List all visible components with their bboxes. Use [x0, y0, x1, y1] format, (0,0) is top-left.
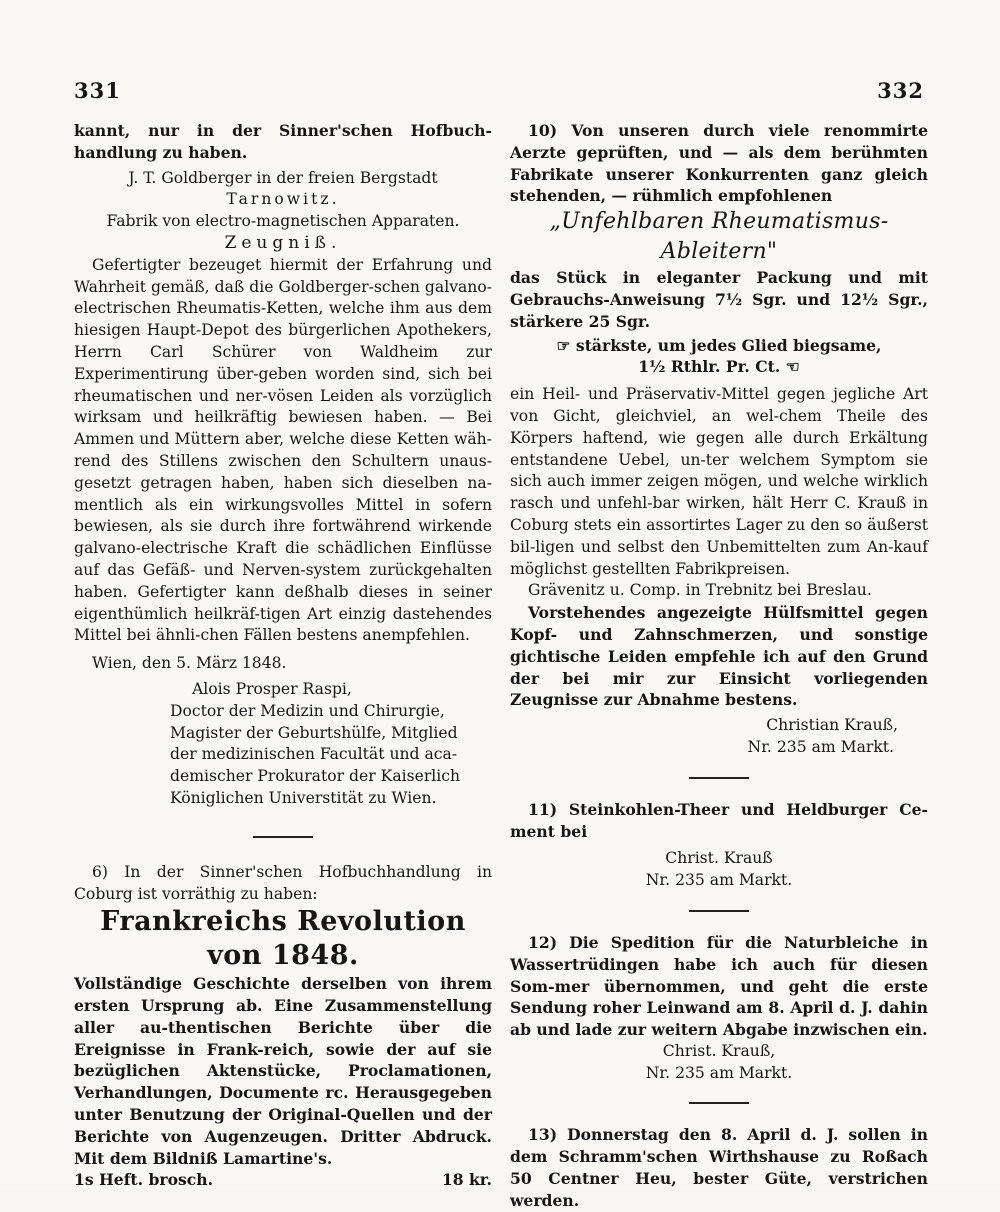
testimonial-heading: Zeugniß. — [224, 232, 342, 253]
section-divider — [253, 836, 313, 838]
section-divider — [689, 910, 749, 912]
item-6-intro: 6) In der Sinner'schen Hofbuchhandlung in Coburg ist vorräthig zu haben: — [74, 862, 492, 903]
left-column — [74, 120, 492, 1191]
item-11-signer: Christ. Krauß — [665, 849, 773, 868]
item-10-body: ein Heil- und Präservativ-Mittel gegen jegliche Art von Gicht, gleichviel, an wel-chem Theile des Körpers haftend, wie gegen alle durch Erkältung entstandene Uebel, un-ter welchem Symptom sie sich auch immer zeigen mögen, und welche wirklich rasch und unfehl-bar wirken, hält Herr C. Krauß in Coburg stets ein assortirtes Lager zu den so äußerst bil-ligen und selbst den Unbemittelten zum An-kauf möglichst gestellten Fabrikpreisen. — [510, 385, 928, 578]
testimonial-signature — [74, 679, 492, 810]
item-6-title: Frankreichs Revolution von 1848. — [100, 906, 466, 972]
item-6-body: Vollständige Geschichte derselben von ihrem ersten Ursprung ab. Eine Zusammenstellung aller au-thentischen Berichte über die Ereignisse in Frank-reich, sowie der auf sie bezüglichen Aktenstücke, Proclamationen, Verhandlungen, Documente rc. Herausgegeben unter Benutzung der Original-Quellen und der Berichte von Augenzeugen. Dritter Abdruck. Mit dem Bildniß Lamartine's. — [74, 974, 492, 1168]
signature-line: der medizinischen Facultät und aca- — [170, 745, 458, 764]
item-10-signer: Christian Krauß, — [766, 716, 898, 735]
item-6-price-line — [74, 1169, 492, 1191]
signature-line: Königlichen Universtität zu Wien. — [170, 788, 437, 807]
signature-line: Magister der Geburtshülfe, Mitglied — [170, 723, 458, 742]
section-divider — [689, 1102, 749, 1104]
item-11-address: Nr. 235 am Markt. — [645, 871, 793, 890]
signature-line: Doctor der Medizin und Chirurgie, — [170, 701, 445, 720]
item-10-price: das Stück in eleganter Packung und mit Gebrauchs-Anweisung 7½ Sgr. und 12½ Sgr., stärkere 25 Sgr. — [510, 268, 928, 331]
item-10-address: Nr. 235 am Markt. — [747, 737, 894, 756]
merchant-name: J. T. Goldberger in der freien Bergstadt — [128, 168, 438, 187]
item-10-title: „Unfehlbaren Rheumatismus-Ableitern" — [549, 209, 889, 265]
item-10-strong-price: 1½ Rthlr. Pr. Ct. ☜ — [638, 357, 800, 377]
item-10-intro: 10) Von unseren durch viele renommirte Aerzte geprüften, und — als dem berühmten Fabrikate unserer Konkurrenten ganz gleich stehenden, — rühmlich empfohlenen — [510, 121, 928, 206]
testimonial-body: Gefertigter bezeuget hiermit der Erfahrung und Wahrheit gemäß, daß die Goldberger-schen galvano-electrischen Rheumatis-Ketten, welche ihm aus dem hiesigen Haupt-Depot des bürgerlichen Apothekers, Herrn Carl Schürer von Waldheim zur Experimentirung über-geben worden sind, sich bei rheumatischen und ner-vösen Leiden als vorzüglich wirksam und heilkräftig bewiesen haben. — Bei Ammen und Müttern aber, welche diese Ketten wäh-rend des Stillens zwischen den Schultern unaus-gesetzt getragen haben, haben sich dieselben na-mentlich als ein wirkungsvolles Mittel in sofern bewiesen, als sie durch ihre fortwährend wirkende galvano-electrische Kraft die schädlichen Einflüsse auf das Gefäß- und Nerven-system zurückgehalten haben. Gefertigter kann deßhalb dieses in seiner eigenthümlich heilkräf-tigen Art einzig dastehendes Mittel bei ähnli-chen Fällen bestens anempfehlen. — [74, 255, 492, 645]
item-12-address: Nr. 235 am Markt. — [645, 1063, 793, 1082]
item-13-text: 13) Donnerstag den 8. April d. J. sollen in dem Schramm'schen Wirthshause zu Roßach 50 Centner Heu, bester Güte, verstrichen werden. — [510, 1125, 928, 1210]
signature-line: demischer Prokurator der Kaiserlich — [170, 767, 461, 786]
item-12-signer: Christ. Krauß, — [662, 1041, 776, 1060]
continued-notice: kannt, nur in der Sinner'schen Hofbuch-handlung zu haben. — [74, 121, 492, 162]
right-column — [510, 120, 928, 1212]
item-10-endorsement: Vorstehendes angezeigte Hülfsmittel gegen Kopf- und Zahnschmerzen, und sonstige gichtische Leiden empfehle ich auf den Grund der bei mir zur Einsicht vorliegenden Zeugnisse zur Abnahme bestens. — [510, 603, 928, 710]
item-10-firm: Grävenitz u. Comp. in Trebnitz bei Breslau. — [528, 581, 872, 600]
testimonial-date: Wien, den 5. März 1848. — [92, 654, 287, 673]
signature-line: Alois Prosper Raspi, — [192, 679, 352, 698]
item-6-edition: 1s Heft. brosch. — [74, 1170, 214, 1190]
section-divider — [689, 777, 749, 779]
page-number-right: 332 — [877, 78, 924, 103]
merchant-business: Fabrik von electro-magnetischen Apparaten. — [106, 212, 460, 231]
item-11-text: 11) Steinkohlen-Theer und Heldburger Ce-ment bei — [510, 799, 928, 841]
item-6-price: 18 kr. — [441, 1170, 492, 1190]
merchant-town: Tarnowitz. — [226, 190, 340, 209]
item-12-text: 12) Die Spedition für die Naturbleiche in Wassertrüdingen habe ich auch für diesen Som-mer übernommen, und geht die erste Sendung roher Leinwand am 8. April d. J. dahin ab und lade zur weitern Abgabe inzwischen ein. — [510, 932, 928, 1040]
item-10-strong-line: ☞ stärkste, um jedes Glied biegsame, — [556, 335, 882, 355]
page-number-left: 331 — [74, 78, 121, 103]
